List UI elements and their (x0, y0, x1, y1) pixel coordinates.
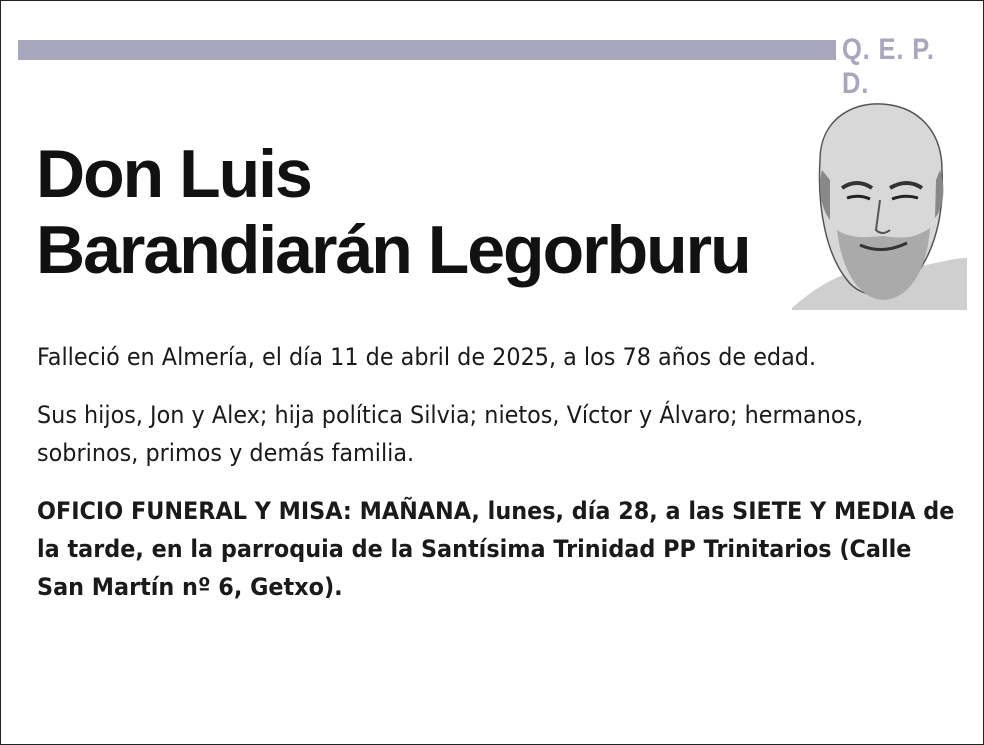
portrait-photo (792, 100, 967, 310)
funeral-notice: OFICIO FUNERAL Y MISA: MAÑANA, lunes, día 28, a las SIETE Y MEDIA de la tarde, en la parroquia de la Santísima Trinidad PP Trinitarios (Calle San Martín nº 6, Getxo). (37, 497, 955, 601)
qepd-label: Q. E. P. D. (842, 33, 935, 100)
obituary-body (37, 338, 958, 626)
deceased-name (36, 136, 750, 288)
header-bar (18, 40, 836, 60)
name-line-2: Barandiarán Legorburu (36, 212, 750, 288)
name-line-1: Don Luis (36, 136, 311, 212)
death-notice: Falleció en Almería, el día 11 de abril de 2025, a los 78 años de edad. (37, 343, 817, 371)
family-notice: Sus hijos, Jon y Alex; hija política Silvia; nietos, Víctor y Álvaro; hermanos, sobrinos, primos y demás familia. (37, 401, 864, 467)
